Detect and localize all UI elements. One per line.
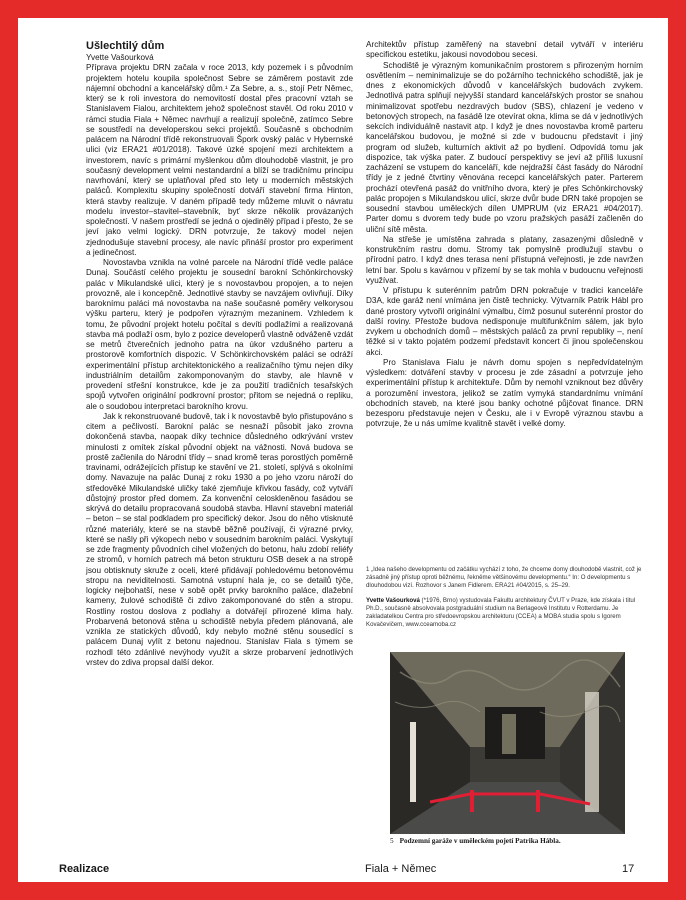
article-column-right [366, 40, 643, 430]
paragraph: Novostavba vznikla na volné parcele na Národní třídě vedle paláce Dunaj. Součástí celého projektu je sousední barokní Schönkirchovský palác v Mikulandské ulici, který je s novostavbou propojen, a to nejen provozně, ale i koncepčně. Jednotlivé stavby se navzájem ovlivňují. Díky baroknímu paláci má novostavba na naše současné poměry velkorysou výšku parteru, který je podpořen výrazným mezaninem. Vzhledem k tomu, že původní projekt hotelu počítal s devíti podlažími a realizovaná stavba má podlaží osm, bylo z pozice developerů vlastně odváženě vzdát se metrů čtverečních jednoho patra na úkor vzdušného parteru a prostorově komfortních dispozic. V Schönkirchovském paláci se odráží experimentální přístup architektonického a realizačního týmu nejen díky industriálním detailům zakomponovaným do stavby, ale hlavně v provedení střešní konstrukce, kde je za použití tradičních tesařských spojů vytvořen originální podkrovní prostor; přitom se nejedná o repliku, ale o soudobou interpretaci barokního krovu. [86, 258, 353, 411]
figure-number: 5 [390, 837, 394, 845]
paragraph: V přístupu k suterénním patrům DRN pokračuje v tradici kanceláře D3A, kde garáž není vnímána jen čistě technicky. Výtvarník Patrik Hábl pro dané prostory vytvořil originální výmalbu, čímž posunul suterénní prostor do další roviny. Přestože budova nedisponuje multifunkčním sálem, jak bylo zvykem u obchodních domů – městských paláců za první republiky –, není těžké si v takto pojatém podzemí představit koncert či jinou společenskou akci. [366, 286, 643, 357]
page-number: 17 [622, 863, 635, 875]
author-bio-text: (*1976, Brno) vystudovala Fakultu architektury ČVUT v Praze, kde získala i titul Ph.D., současně absolvovala postgraduální studium na Berlageově Institutu v Rotterdamu. Je zakladatelkou Centra pro středoevropskou architekturu (CCEA) a MOBA studia spolu s Igorem Kovačevičem, www.cceamoba.cz [366, 597, 636, 628]
figure-caption-text: Podzemní garáže v uměleckém pojetí Patrika Hábla. [399, 837, 561, 845]
figure-caption [390, 837, 650, 846]
article-author: Yvette Vašourková [86, 53, 154, 62]
footer-section: Realizace [59, 863, 110, 875]
paragraph: Jak k rekonstruované budově, tak i k novostavbě bylo přistupováno s citem a pečlivostí. Barokní palác se nesnaží působit jako zrovna dokončená stavba, naopak díky technice důsledného odkrývání vrstev minulosti z omítek získal původní objekt na vážnosti. Nová budova se prostě začlenila do Národní třídy – snad kromě teras porostlých poměrně travinami, odrážejících přístup ke stavění ve 21. století, splývá s okolními domy. Navazuje na palác Dunaj z roku 1930 a po jeho vzoru nároží do středověké Mikulandské uličky také zjemňuje křivkou fasády, což vytváří důstojný prostor před domem. Za konvenční celoskleněnou fasádou se skrývá do detailu propracovaná soudobá stavba. Hlavní stavební materiál – beton – se stal podkladem pro specifický dekor. Jsou do něho vtisknuté různé materiály, které se na stavbě běžně používají, či výrazné prvky, které se našly při výkopech nebo v sousedním barokním paláci. Vyskytují se zde fragmenty původních cihel vložených do betonu, halu zdobí reliéfy ze stromů, v horních patrech má beton strukturu OSB desek a na stropě jsou obtisknuty skruže z oceli, které přidávají pohledovému betonovému stropu na neviditelnosti. Samotná vstupní hala je, co se detailů týče, logicky nejbohatší, nese v sobě opět prvky barokního paláce, dlažební kameny, žulové schodiště či zdivo zakomponované do stěn a stropu. Rostliny rostou doslova z podlahy a dotvářejí přirozené klima haly. Probarvená betonová stěna u schodiště nebyla předem plánovaná, ale vznikla ze statických důvodů, kdy nebylo možné stěnu sousedící s palácem Dunaj vylít z betonu najednou. Stanislav Fiala s týmem se rozhodl této zdánlivé nevýhody využít a skrze probarvení jednotlivých vrstev do zdiva propsal další dekor. [86, 411, 353, 667]
paragraph: Na střeše je umístěna zahrada s platany, zasazenými důsledně v konstrukčním rastru domu. Stromy tak pomyslně prodlužují stavbu o přírodní patro. I když dnes terasa není přístupná veřejnosti, je zde navržen letní bar. Spolu s kavárnou v přízemí by se tak mohla v budoucnu veřejnosti využívat. [366, 234, 643, 285]
garage-photo [390, 652, 625, 834]
article-column-left [86, 40, 353, 668]
page [18, 18, 668, 882]
author-bio [366, 597, 643, 629]
footnote [366, 566, 643, 629]
footer-studio: Fiala + Němec [365, 863, 437, 875]
paragraph: Příprava projektu DRN začala v roce 2013, kdy pozemek i s původním projektem hotelu koupila společnost Sebre se záměrem postavit zde nájemní obchodní a kancelářský dům.¹ Za Sebre, a. s., stojí Petr Němec, který se k roli investora do nemovitostí dostal přes pracovní vztah se Stanislavem Fialou, architektem jehož společnost stavěl. Od roku 2010 v rámci studia Fiala + Němec navrhují a realizují společně, zatímco Sebre se soustředí na developerskou sekci projektů. Současně s obchodním palácem na Národní třídě rekonstruovali Špork ovský palác v Hybernské ulici (viz ERA21 #01/2018). Takové úzké spojení mezi architektem a investorem, navíc s primární myšlenkou dům dlouhodobě vlastnit, je pro současný development velmi nestandardní a blíží se tradičnímu principu navrhování, který se uplatňoval před sto lety u moderních městských paláců. Komplexitu skupiny společností dotváří stavební firma Hinton, která stavby realizuje. V daném případě tedy můžeme mluvit o návratu modelu investor–stavitel–stavebník, byť skrze několik provázaných společností. V našem prostředí se jedná o ojedinělý případ i přesto, že se jeví jako velmi logický. DRN potvrzuje, že takový model nejen zjednodušuje stavební procesy, ale navíc přináší prostor pro experiment a jedinečnost. [86, 63, 353, 257]
paragraph: Pro Stanislava Fialu je návrh domu spojen s nepředvídatelným výsledkem: dotváření stavby v procesu je zde zásadní a potvrzuje jeho experimentální přístup k architektuře. Dům by nemohl vzniknout bez důvěry a porozumění investora, jelikož se zatím vymyká standardnímu vnímání obchodních staveb, na které jsou banky ochotné půjčovat finance. DRN bezesporu představuje nejen v Česku, ale i v Evropě výraznou stavbu a potvrzuje, že u nás umíme kvalitně stavět i velké domy. [366, 357, 643, 429]
author-bio-name: Yvette Vašourková [366, 597, 420, 604]
paragraph: Architektův přístup zaměřený na stavební detail vytváří v interiéru specifickou estetiku, jakousi novodobou secesi. [366, 40, 643, 60]
article-title: Ušlechtilý dům [86, 40, 165, 52]
garage-illustration [390, 652, 625, 834]
paragraph: Schodiště je výrazným komunikačním prostorem s přirozeným horním osvětlením – neminimalizuje se do požárního technického schodiště, jak je dnes z ekonomických důvodů v kancelářských budovách zvykem. Jednotlivá patra splňují nejvyšší standard kancelářských prostor se snahou minimalizovat spotřebu nezdravých budov (SBS), chlazení je vedeno v betonových stropech, na fasádě lze otevírat okna, klima se dá v jednotlivých sekcích individuálně nastavit atp. I když je dnes novostavba kromě parteru kancelářskou budovou, je možné si zde v budoucnu představit i jiný program od služeb, kulturních aktivit až po bydlení. Odpovídá tomu jak dispozice, tak výška pater. Z budoucí perspektivy se jeví až příliš luxusní zacházení se vstupem do kanceláří, kde nejdražší část fasády do Národní třídy je z jedné čtvrtiny věnována recepci kancelářských pater. Parterem prochází otevřená pasáž do vnitřního dvora, který je přes Schönkirchovský palác propojen s Mikulandskou ulicí, skrze dvůr bude DRN také propojen se sousední stavbou uměleckých dílen UMPRUM (viz ERA21 #04/2017). Parter domu s dvorem tedy bude po vzoru pražských pasáží začleněn do uliční sítě města. [366, 60, 643, 234]
footnote-text: 1 „Idea našeho developmentu od začátku vychází z toho, že chceme domy dlouhodobě vlastnit, což je zásadně jiný přístup oproti běžnému, řekněme většinovému developmentu.“ In: O developmentu s dlouhodobou vizí. Rozhovor s Janem Fidlerem. ERA21 #04/2015, s. 25–29. [366, 566, 642, 589]
